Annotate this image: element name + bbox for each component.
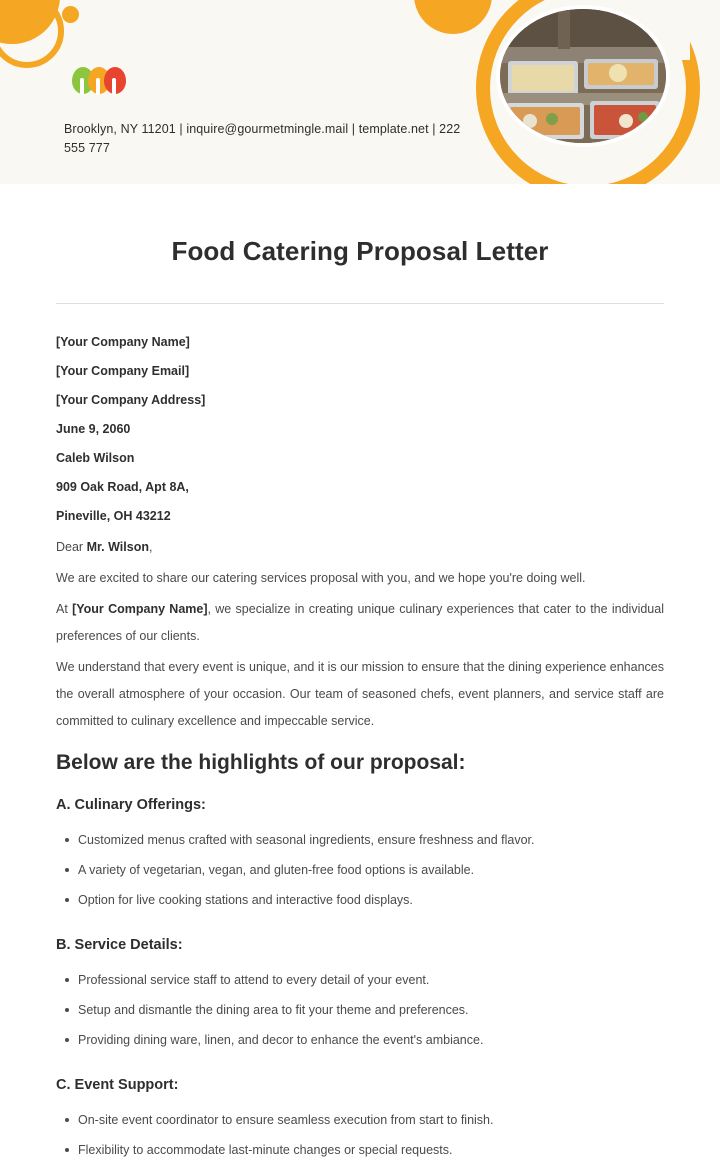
paragraph-1: We are excited to share our catering services proposal with you, and we hope you're doing well. <box>56 571 586 585</box>
list-item: On-site event coordinator to ensure seamless execution from start to finish. <box>78 1105 664 1135</box>
subsection-list-a <box>56 825 664 915</box>
paragraph-2-prefix: At <box>56 602 73 616</box>
meta-line: [Your Company Address] <box>56 393 206 407</box>
list-item: Customized menus crafted with seasonal ingredients, ensure freshness and flavor. <box>78 825 664 855</box>
subsection-list-b <box>56 965 664 1055</box>
decor-ring-top-left <box>0 0 64 68</box>
list-item: Professional service staff to attend to every detail of your event. <box>78 965 664 995</box>
letter-meta-block <box>56 328 664 531</box>
meta-line: June 9, 2060 <box>56 422 131 436</box>
meta-line: Caleb Wilson <box>56 451 135 465</box>
paragraph-2 <box>56 596 664 650</box>
company-logo-icon <box>64 64 156 98</box>
salutation-suffix: , <box>148 540 153 554</box>
catering-buffet-photo <box>496 5 670 147</box>
list-item: Setup and dismantle the dining area to fit your theme and preferences. <box>78 995 664 1025</box>
list-item: A variety of vegetarian, vegan, and gluten-free food options is available. <box>78 855 664 885</box>
subsection-heading-b: B. Service Details: <box>56 937 183 953</box>
meta-line: [Your Company Name] <box>56 335 190 349</box>
salutation-prefix: Dear <box>56 540 87 554</box>
document-body <box>0 236 720 1165</box>
subsection-heading-a: A. Culinary Offerings: <box>56 797 206 813</box>
subsection-heading-c: C. Event Support: <box>56 1077 179 1093</box>
meta-line: 909 Oak Road, Apt 8A, <box>56 480 189 494</box>
paragraph-2-suffix: , we specialize in creating unique culinary experiences that cater to the individual preferences of our clients. <box>56 602 664 643</box>
section-heading: Below are the highlights of our proposal: <box>56 751 466 774</box>
company-address: Brooklyn, NY 11201 | inquire@gourmetmingle.mail | template.net | 222 555 777 <box>64 122 461 155</box>
list-item: Providing dining ware, linen, and decor to enhance the event's ambiance. <box>78 1025 664 1055</box>
list-item: Flexibility to accommodate last-minute changes or special requests. <box>78 1135 664 1165</box>
salutation <box>56 534 664 561</box>
paragraph-3: We understand that every event is unique, and it is our mission to ensure that the dining experience enhances the overall atmosphere of your occasion. Our team of seasoned chefs, event planners, and service staff are committed to culinary excellence and impeccable service. <box>56 660 664 728</box>
page-title: Food Catering Proposal Letter <box>171 236 549 266</box>
title-divider <box>56 303 664 304</box>
document-header <box>0 0 720 184</box>
list-item: Option for live cooking stations and interactive food displays. <box>78 885 664 915</box>
subsection-list-c <box>56 1105 664 1165</box>
decor-dot-top-left <box>62 6 79 23</box>
decor-circle-top-center <box>414 0 492 34</box>
meta-line: [Your Company Email] <box>56 364 190 378</box>
paragraph-2-company: [Your Company Name] <box>72 602 208 616</box>
meta-line: Pineville, OH 43212 <box>56 509 171 523</box>
salutation-name: Mr. Wilson <box>86 540 149 554</box>
